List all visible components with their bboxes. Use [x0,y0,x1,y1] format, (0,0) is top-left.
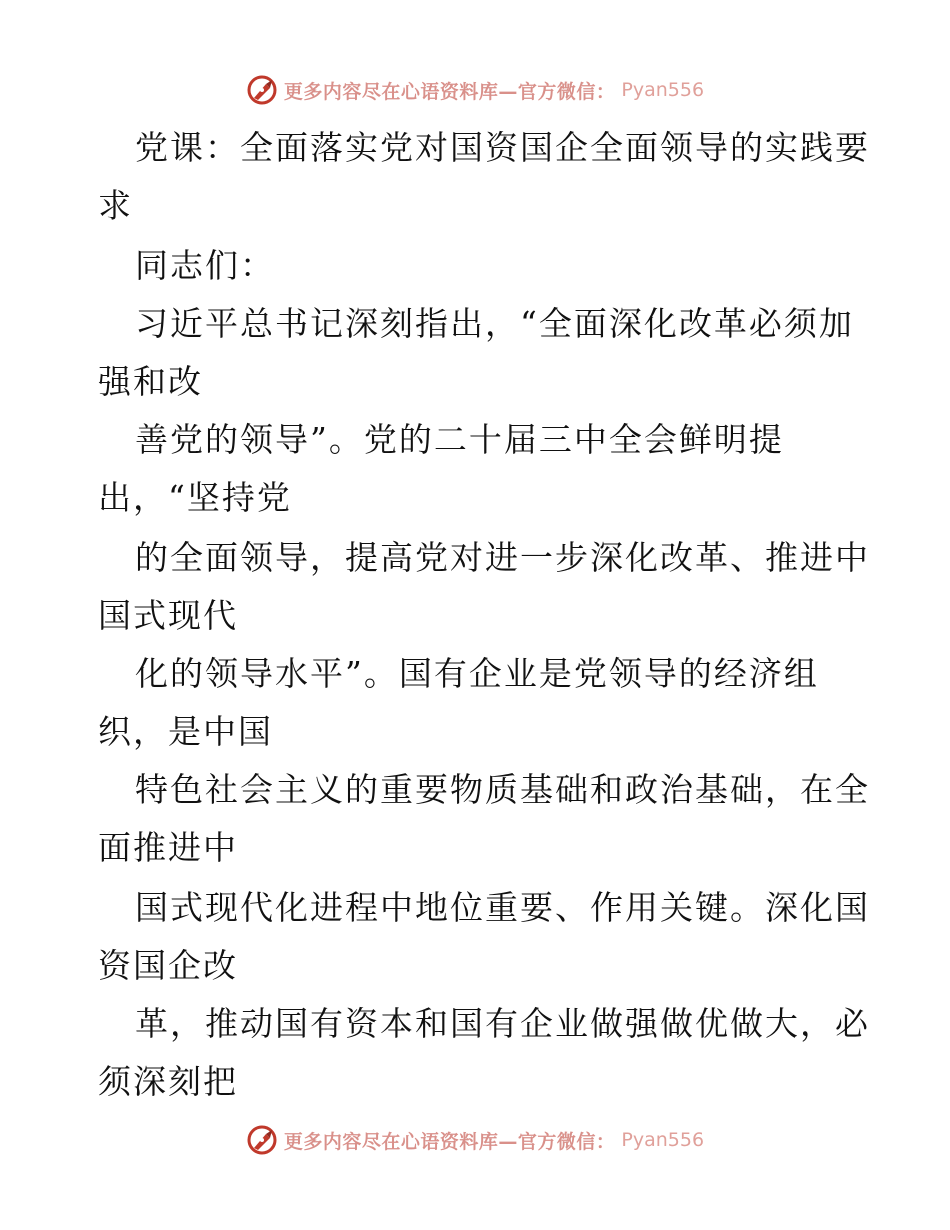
footer-watermark-banner [0,1120,950,1160]
banner-text: 更多内容尽在心语资料库—官方微信： [283,1130,616,1153]
paragraph-line: 的全面领导，提高党对进一步深化改革、推进中 [135,538,870,577]
paragraph-line: 国式现代化进程中地位重要、作用关键。深化国 [135,888,870,927]
header-watermark-banner [0,70,950,110]
banner-wechat-id: Pyan556 [621,79,705,101]
title-line-1: 党课：全面落实党对国资国企全面领导的实践要 [135,128,870,167]
pen-nib-circle-icon [246,1124,278,1156]
paragraph-line: 面推进中 [98,828,238,867]
paragraph-line: 国式现代 [98,596,238,635]
title-line-2: 求 [98,186,133,225]
paragraph-line: 强和改 [98,362,203,401]
paragraph-line: 革，推动国有资本和国有企业做强做优做大，必 [135,1004,870,1043]
paragraph-line: 特色社会主义的重要物质基础和政治基础，在全 [135,770,870,809]
banner-wechat-id: Pyan556 [621,1129,705,1151]
banner-text: 更多内容尽在心语资料库—官方微信： [283,80,616,103]
paragraph-line: 化的领导水平”。国有企业是党领导的经济组 [135,654,819,693]
paragraph-line: 须深刻把 [98,1062,238,1101]
pen-nib-circle-icon [246,74,278,106]
paragraph-line: 善党的领导”。党的二十届三中全会鲜明提 [135,420,784,459]
paragraph-line: 出，“坚持党 [98,478,292,517]
paragraph-line: 织，是中国 [98,712,273,751]
paragraph-line: 资国企改 [98,946,238,985]
salutation: 同志们： [135,246,275,285]
paragraph-line: 习近平总书记深刻指出，“全面深化改革必须加 [135,304,854,343]
